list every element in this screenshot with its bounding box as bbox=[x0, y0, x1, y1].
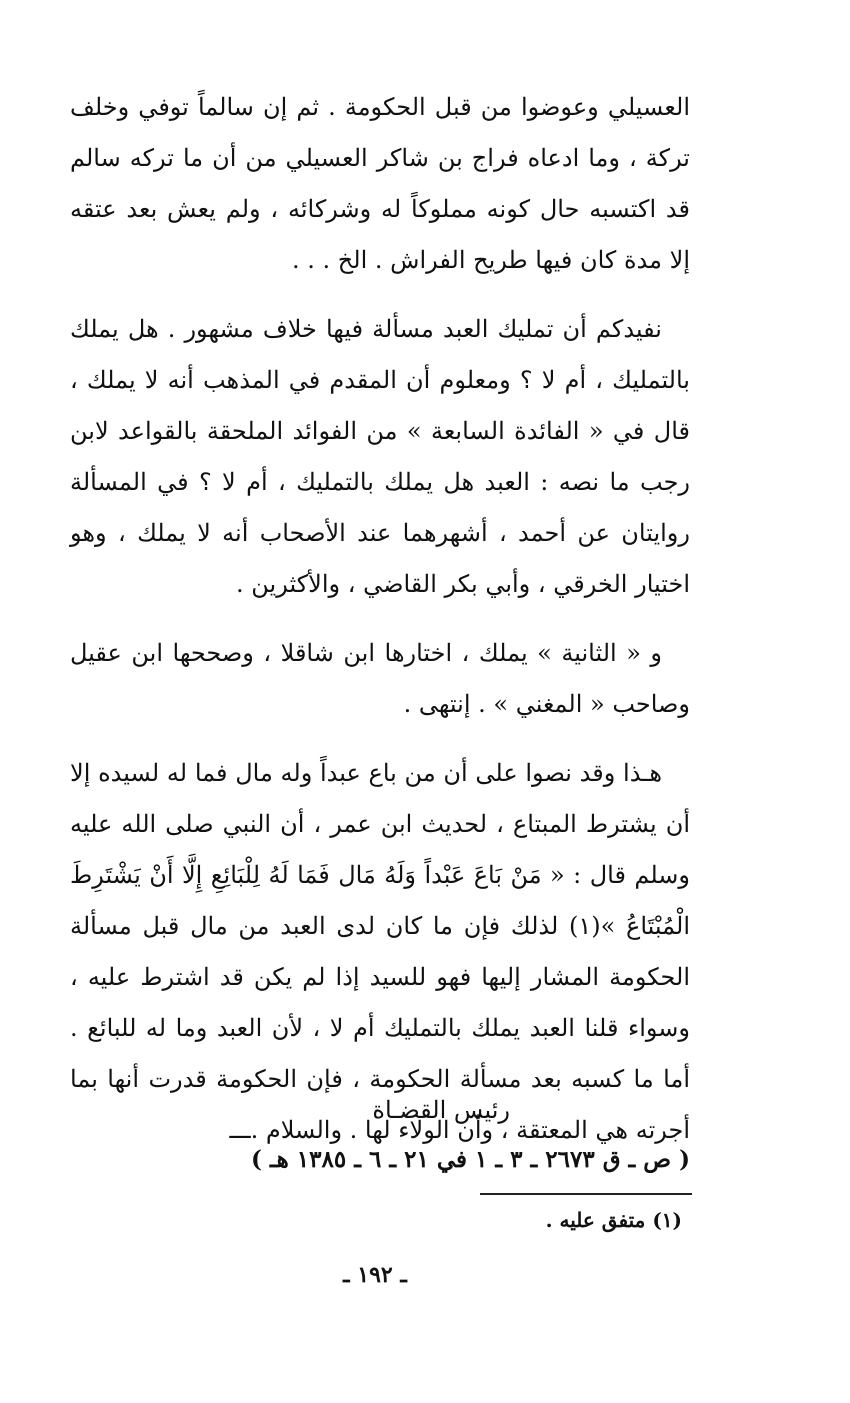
paragraph-second-narration: و « الثانية » يملك ، اختارها ابن شاقلا ، وصححها ابن عقيل وصاحب « المغني » . إنتهى . bbox=[70, 639, 690, 718]
signature-block bbox=[70, 1090, 690, 1180]
paragraph-ruling: نفيدكم أن تمليك العبد مسألة فيها خلاف مشهور . هل يملك بالتمليك ، أم لا ؟ ومعلوم أن المقدم في المذهب أنه لا يملك ، قال في « الفائدة السابعة » من الفوائد الملحقة بالقواعد لابن رجب ما نصه : العبد هل يملك بالتمليك ، أم لا ؟ في المسألة روايتان عن أحمد ، أشهرهما عند الأصحاب أنه لا يملك ، وهو اختيار الخرقي ، وأبي بكر القاضي ، والأكثرين . bbox=[70, 315, 690, 598]
document-reference: ( ص ـ ق ٢٦٧٣ ـ ٣ ـ ١ في ٢١ ـ ٦ ـ ١٣٨٥ هـ ) bbox=[251, 1146, 690, 1173]
footnote-text: (١) متفق عليه . bbox=[545, 1208, 682, 1232]
page-number: ـ ١٩٢ ـ bbox=[343, 1262, 407, 1288]
page-body bbox=[70, 82, 690, 1174]
paragraph-intro: العسيلي وعوضوا من قبل الحكومة . ثم إن سالماً توفي وخلف تركة ، وما ادعاه فراج بن شاكر العسيلي من أن ما تركه سالم قد اكتسبه حال كونه مملوكاً له وشركائه ، ولم يعش بعد عتقه إلا مدة كان فيها طريح الفراش . الخ . . . bbox=[70, 93, 690, 274]
footnote bbox=[70, 1204, 692, 1236]
paragraph-hadith: هـذا وقد نصوا على أن من باع عبداً وله مال فما له لسيده إلا أن يشترط المبتاع ، لحديث ابن عمر ، أن النبي صلى الله عليه وسلم قال : « مَنْ بَاعَ عَبْداً وَلَهُ مَال فَمَا لَهُ لِلْبَائِعِ إِلَّا أَنْ يَشْتَرِطَ الْمُبْتَاعُ »(١) لذلك فإن ما كان لدى العبد من مال قبل مسألة الحكومة المشار إليها فهو للسيد إذا لم يكن قد اشترط عليه ، وسواء قلنا العبد يملك بالتمليك أم لا ، لأن العبد وما له للبائع . أما ما كسبه بعد مسألة الحكومة ، فإن الحكومة قدرت أنها بما أجرته هي المعتقة ، وأن الولاء لها . والسلام .ـــ bbox=[70, 759, 691, 1144]
signature-title: رئيس القضـاة bbox=[372, 1096, 510, 1124]
footnote-divider bbox=[480, 1193, 692, 1195]
